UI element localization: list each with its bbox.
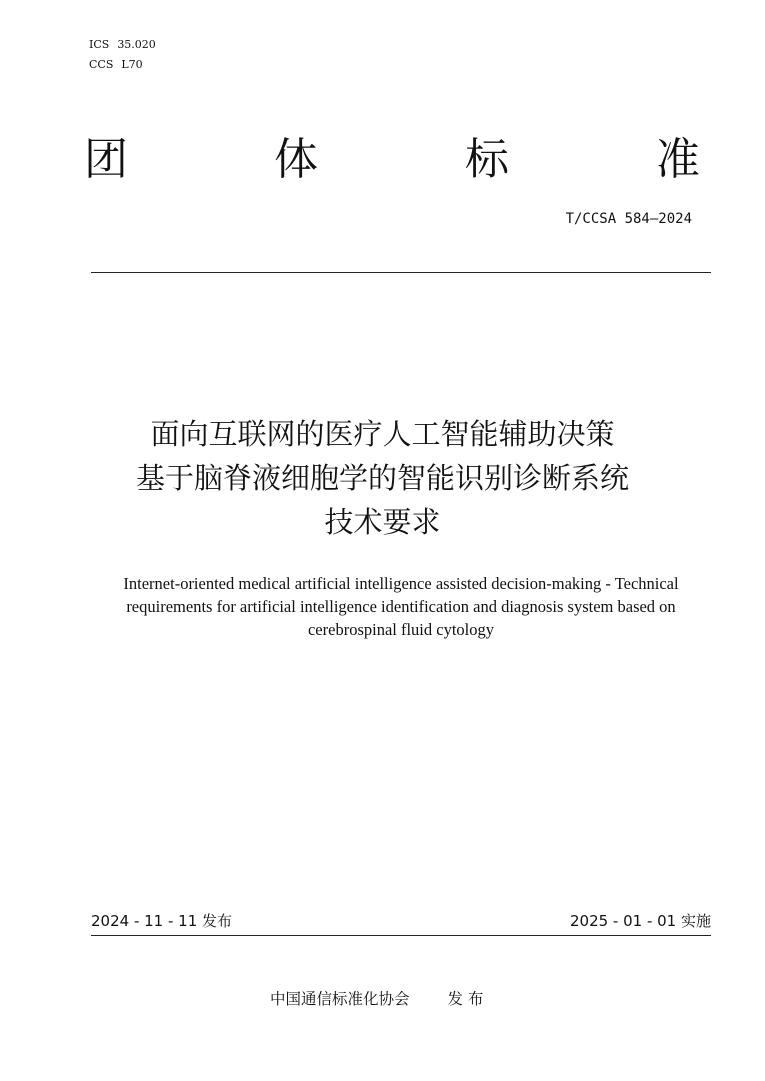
implementation-date: 2025 - 01 - 01 实施 xyxy=(569,912,711,930)
ics-label: ICS xyxy=(89,38,110,51)
english-title-line-3: cerebrospinal fluid cytology xyxy=(307,620,495,639)
chinese-title-line-2: 基于脑脊液细胞学的智能识别诊断系统 xyxy=(135,461,629,495)
header-divider xyxy=(91,272,711,273)
standard-type-char-2: 体 xyxy=(274,134,318,185)
footer-divider xyxy=(91,935,711,936)
publisher-action: 发 布 xyxy=(447,990,484,1008)
ccs-value: L70 xyxy=(121,58,143,71)
publisher-name: 中国通信标准化协会 xyxy=(270,990,410,1008)
english-title-line-2: requirements for artificial intelligence identification and diagnosis system based on xyxy=(126,597,676,616)
issue-date: 2024 - 11 - 11 发布 xyxy=(91,912,233,930)
ccs-label: CCS xyxy=(89,58,114,71)
chinese-title-line-3: 技术要求 xyxy=(324,505,441,539)
ics-classification xyxy=(89,38,156,52)
standard-type-char-1: 团 xyxy=(84,134,128,185)
english-title-line-1: Internet-oriented medical artificial intelligence assisted decision-making - Technical xyxy=(123,574,679,593)
chinese-title xyxy=(0,412,765,544)
standard-type-char-3: 标 xyxy=(465,134,509,185)
english-title xyxy=(82,572,720,641)
ics-value: 35.020 xyxy=(117,38,156,51)
standard-number: T/CCSA 584—2024 xyxy=(565,211,692,227)
ccs-classification xyxy=(89,58,143,72)
standard-type-char-4: 准 xyxy=(656,134,700,185)
standard-type-heading xyxy=(80,130,712,190)
chinese-title-line-1: 面向互联网的医疗人工智能辅助决策 xyxy=(150,417,615,451)
publisher-line xyxy=(270,988,483,1010)
